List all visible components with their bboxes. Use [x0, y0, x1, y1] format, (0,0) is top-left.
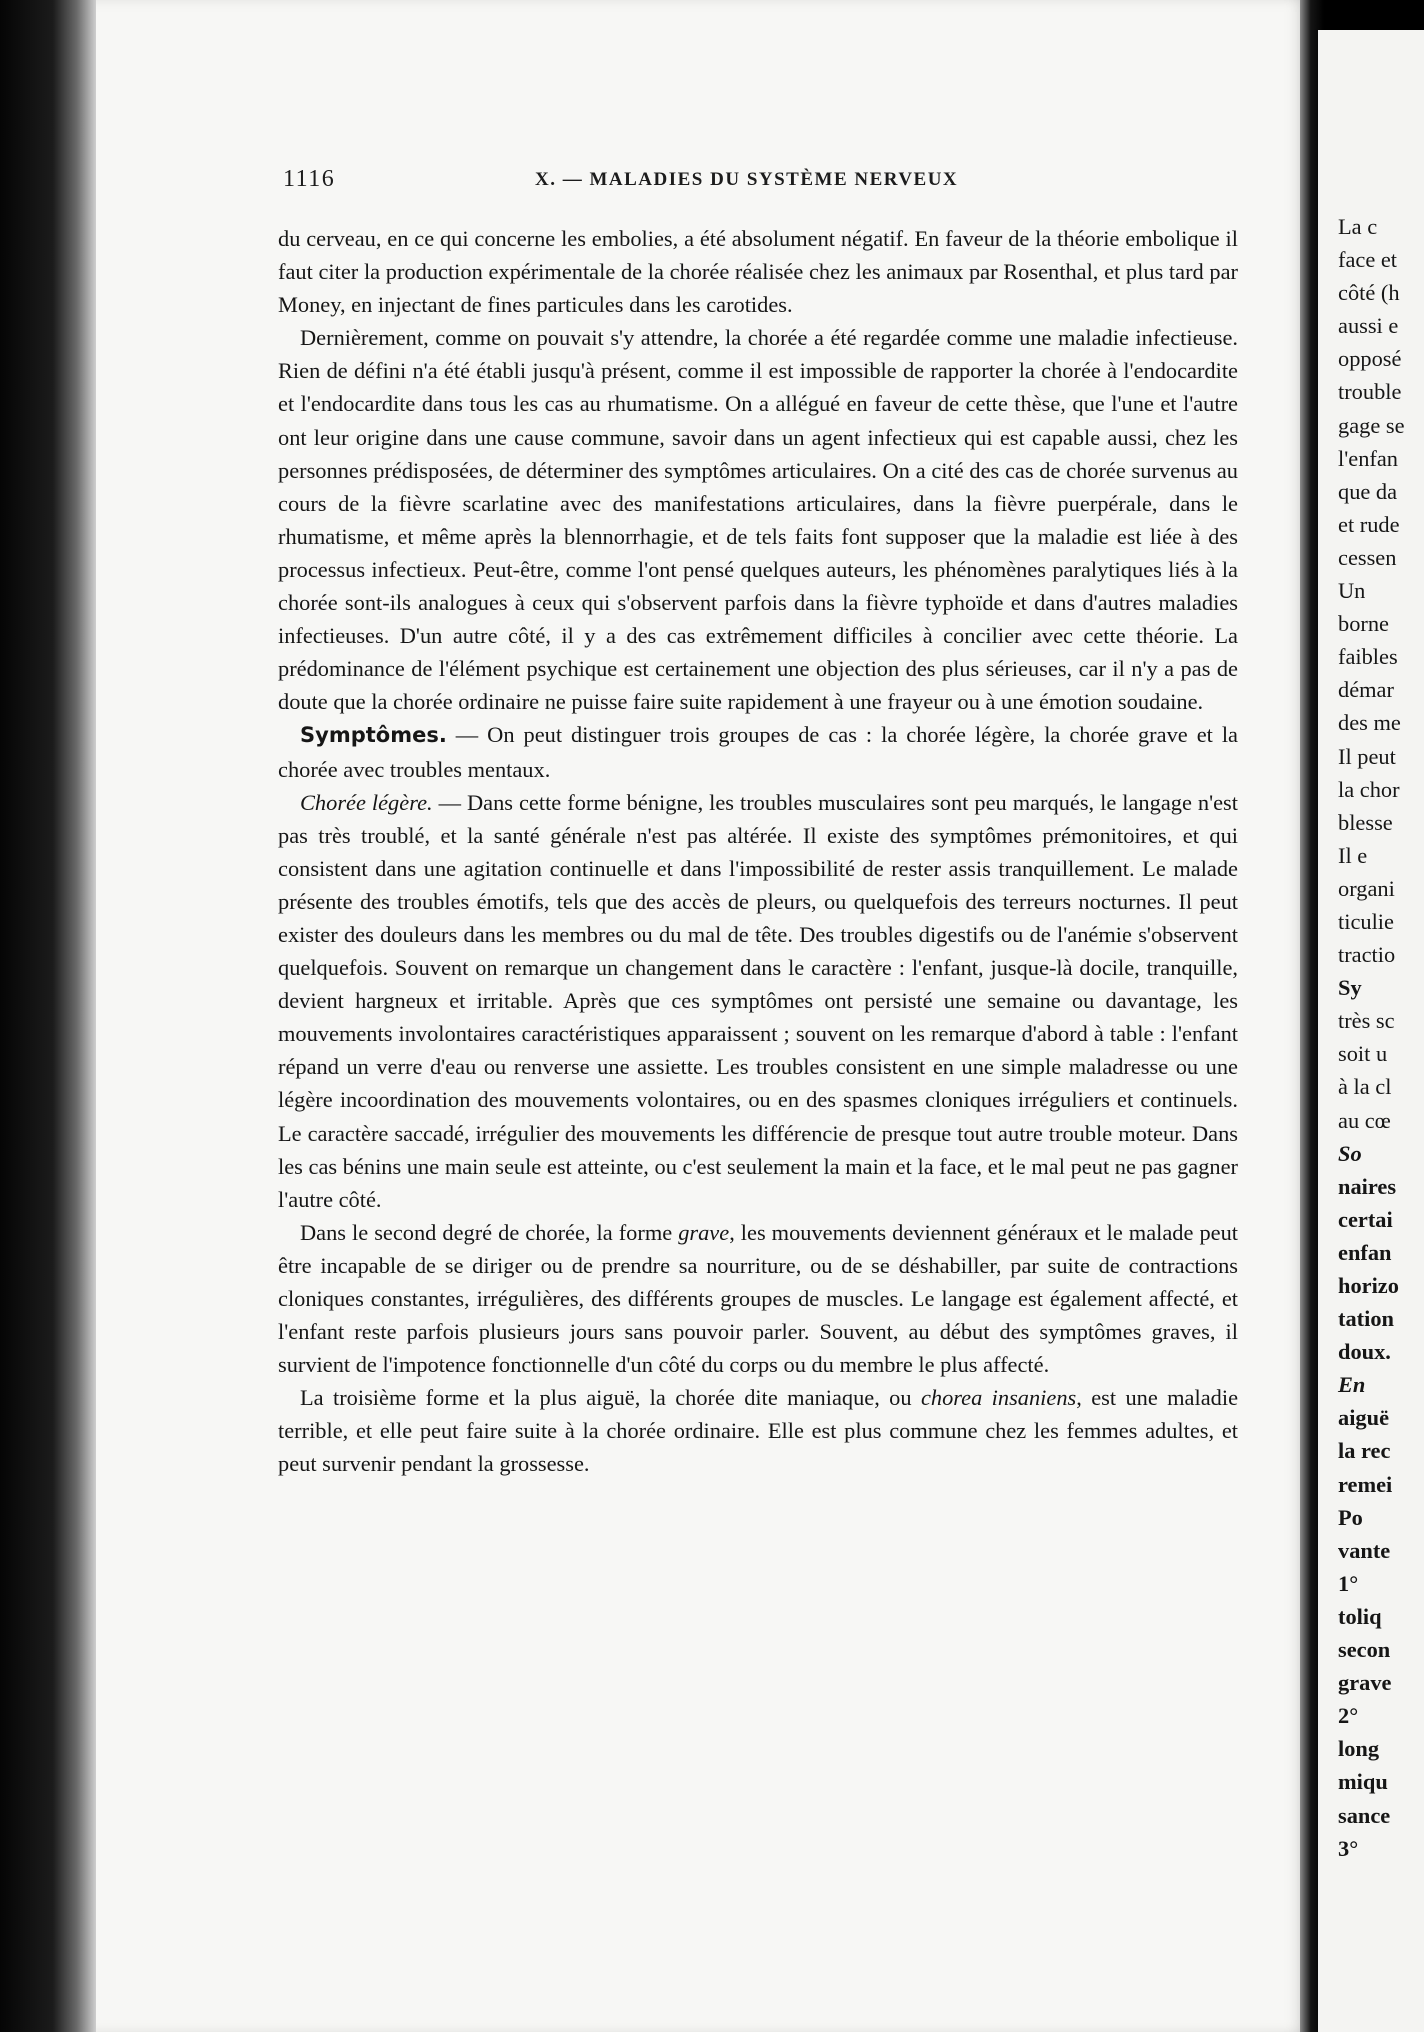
forme-grave-text-b: , les mouvements deviennent généraux et le malade peut être incapable de se diriger ou de prendre sa nourriture, ou de se déshabiller, par suite de contractions cloniques constantes, irrégulières, des différents groupes de muscles. Le langage est également affecté, et l'enfant reste parfois plusieurs jours sans pouvoir parler. Souvent, au début des symptômes graves, il survient de l'impotence fonctionnelle d'un côté du corps ou du membre le plus affecté. [278, 1219, 1238, 1378]
right-line: faibles [1338, 644, 1398, 670]
right-line: au cœ [1338, 1107, 1391, 1133]
right-line: et rude [1338, 511, 1400, 537]
right-line: 3° [1338, 1835, 1359, 1861]
paragraph-symptoms [278, 718, 1238, 785]
paragraph-chorea-insaniens [278, 1381, 1238, 1480]
insaniens-text-a: La troisième forme et la plus aiguë, la chorée dite maniaque, ou [300, 1385, 921, 1411]
paragraph-choree-legere [278, 786, 1238, 1216]
right-line: 1° [1338, 1570, 1359, 1596]
right-line: gage se [1338, 412, 1405, 438]
right-line: Po [1338, 1504, 1363, 1530]
right-line: enfan [1338, 1239, 1392, 1265]
right-line: 2° [1338, 1703, 1359, 1729]
right-line: grave [1338, 1670, 1392, 1696]
right-line: naires [1338, 1173, 1397, 1199]
right-line: borne [1338, 611, 1389, 637]
right-line: So [1338, 1140, 1362, 1166]
right-line: vante [1338, 1537, 1391, 1563]
right-line: La c [1338, 214, 1378, 239]
right-line: opposé [1338, 346, 1402, 372]
right-line: toliq [1338, 1603, 1382, 1629]
right-line: Sy [1338, 975, 1362, 1001]
right-line: Un [1338, 578, 1366, 604]
paragraph-embolic-theory: du cerveau, en ce qui concerne les embolies, a été absolument négatif. En faveur de la théorie embolique il faut citer la production expérimentale de la chorée réalisée chez les animaux par Rosenthal, et plus tard par Money, en injectant de fines particules dans les carotides. [278, 226, 1238, 318]
right-page-text [1338, 210, 1424, 1865]
right-line: face et [1338, 247, 1398, 273]
right-line: organi [1338, 875, 1395, 901]
right-line: trouble [1338, 379, 1402, 405]
right-line: des me [1338, 710, 1401, 736]
right-line: certai [1338, 1206, 1393, 1232]
right-line: tractio [1338, 942, 1396, 968]
paragraph-infectious-theory: Dernièrement, comme on pouvait s'y attendre, la chorée a été regardée comme une maladie infectieuse. Rien de défini n'a été établi jusqu'à présent, comme il est impossible de rapporter la chorée à l'endocardite et l'endocardite dans tous les cas au rhumatisme. On a allégué en faveur de cette thèse, que l'une et l'autre ont leur origine dans une cause commune, savoir dans un agent infectieux qui est capable aussi, chez les personnes prédisposées, de déterminer des symptômes articulaires. On a cité des cas de chorée survenus au cours de la fièvre scarlatine avec des manifestations articulaires, dans la fièvre puerpérale, dans le rhumatisme, et même après la blennorrhagie, et de tels faits font supposer que la maladie est liée à des processus infectieux. Peut-être, comme l'ont pensé quelques auteurs, les phénomènes paralytiques liés à la chorée sont-ils analogues à ceux qui s'observent parfois dans la fièvre typhoïde et dans d'autres maladies infectieuses. D'un autre côté, il y a des cas extrêmement difficiles à concilier avec cette théorie. La prédominance de l'élément psychique est certainement une objection des plus sérieuses, car il n'y a pas de doute que la chorée ordinaire ne puisse faire suite rapidement à une frayeur ou à une émotion soudaine. [278, 325, 1238, 715]
right-line: tation [1338, 1306, 1394, 1332]
right-line: remei [1338, 1471, 1393, 1497]
right-line: cessen [1338, 544, 1397, 570]
subheading-choree-legere: Chorée légère. [300, 789, 433, 815]
right-page [1318, 30, 1424, 2032]
right-line: long [1338, 1736, 1380, 1762]
right-line: la rec [1338, 1438, 1391, 1464]
right-line: doux. [1338, 1339, 1391, 1365]
right-line: blesse [1338, 809, 1393, 835]
section-heading-symptomes: Symptômes. [300, 723, 447, 748]
right-line: démar [1338, 677, 1394, 703]
right-line: l'enfan [1338, 445, 1398, 471]
right-line: la chor [1338, 776, 1400, 802]
right-line: secon [1338, 1637, 1391, 1663]
main-text [278, 222, 1238, 1481]
chapter-title: X. — MALADIES DU SYSTÈME NERVEUX [535, 169, 959, 190]
forme-grave-emphasis: grave [678, 1219, 730, 1245]
right-line: que da [1338, 478, 1398, 504]
right-line: côté (h [1338, 280, 1400, 306]
right-line: horizo [1338, 1273, 1399, 1298]
right-line: En [1338, 1372, 1366, 1398]
book-binding-edge [0, 0, 96, 2032]
right-line: miqu [1338, 1769, 1388, 1795]
choree-legere-text: — Dans cette forme bénigne, les troubles musculaires sont peu marqués, le langage n'est pas très troublé, et la santé générale n'est pas altérée. Il existe des symptômes prémonitoires, et qui consistent dans une agitation continuelle et dans l'impossibilité de rester assis tranquillement. Le malade présente des troubles émotifs, tels que des accès de pleurs, ou quelquefois des terreurs nocturnes. Il peut exister des douleurs dans les membres ou du mal de tête. Des troubles digestifs ou de l'anémie s'observent quelquefois. Souvent on remarque un changement dans le caractère : l'enfant, jusque-là docile, tranquille, devient hargneux et irritable. Après que ces symptômes ont persisté une semaine ou davantage, les mouvements involontaires caractéristiques apparaissent ; souvent on les remarque d'abord à table : l'enfant répand un verre d'eau ou renverse une assiette. Les troubles consistent en une simple maladresse ou une légère incoordination des mouvements volontaires, ou en des spasmes cloniques irréguliers et continuels. Le caractère saccadé, irrégulier des mouvements les différencie de presque tout autre trouble moteur. Dans les cas bénins une main seule est atteinte, ou c'est seulement la main et la face, et le mal peut ne pas gagner l'autre côté. [278, 789, 1238, 1212]
right-line: à la cl [1338, 1074, 1392, 1100]
right-line: aiguë [1338, 1405, 1390, 1431]
right-line: ticulie [1338, 908, 1394, 934]
right-line: sance [1338, 1802, 1391, 1828]
insaniens-text-b: , est une maladie terrible, et elle peut faire suite à la chorée ordinaire. Elle est plus commune chez les femmes adultes, et peut survenir pendant la grossesse. [278, 1385, 1239, 1477]
right-line: Il e [1338, 842, 1368, 868]
right-line: très sc [1338, 1008, 1395, 1034]
right-line: aussi e [1338, 313, 1399, 339]
page-number: 1116 [283, 166, 336, 192]
running-head [283, 166, 1229, 200]
right-line: Il peut [1338, 743, 1396, 769]
right-line: soit u [1338, 1041, 1388, 1067]
symptoms-text: — On peut distinguer trois groupes de cas : la chorée légère, la chorée grave et la chorée avec troubles mentaux. [278, 722, 1238, 782]
paragraph-forme-grave [278, 1216, 1238, 1381]
insaniens-emphasis: chorea insaniens [920, 1385, 1077, 1411]
forme-grave-text-a: Dans le second degré de chorée, la forme [300, 1219, 679, 1245]
